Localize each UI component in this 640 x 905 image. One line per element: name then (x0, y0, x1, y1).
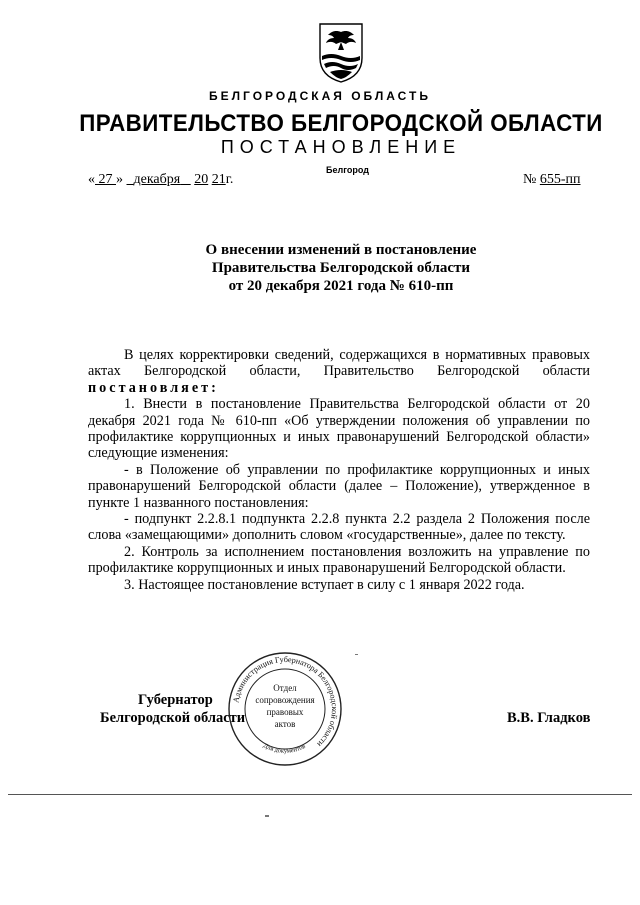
body-paragraph-3: - в Положение об управлении по профилактике коррупционных и иных правонарушений Белгородской области (далее – Положение), утвержденное в пункте 1 названного постановления: (88, 461, 590, 511)
number-value: 655-пп (539, 172, 581, 187)
government-heading: ПРАВИТЕЛЬСТВО БЕЛГОРОДСКОЙ ОБЛАСТИ (79, 110, 603, 137)
date-year-suffix-g: г. (225, 172, 234, 187)
title-line-2: Правительства Белгородской области (211, 260, 471, 276)
body-paragraph-5: 2. Контроль за исполнением постановления возложить на управление по профилактике коррупционных и иных правонарушений Белгородской области. (88, 543, 590, 577)
stamp-inner-line-1: Отдел (273, 683, 297, 693)
stamp-outer-text: Администрация Губернатора Белгородской области (231, 654, 340, 749)
date-year-prefix: 20 (194, 172, 209, 187)
governor-title-line-1: Губернатор (138, 692, 213, 708)
region-heading: БЕЛГОРОДСКАЯ ОБЛАСТЬ (209, 89, 431, 103)
body-paragraph-2: 1. Внести в постановление Правительства Белгородской области от 20 декабря 2021 года № 610-пп «Об утверждении положения об управлении по профилактике коррупционных и иных правонарушений Белгородской области» следующие изменения: (88, 396, 590, 462)
body-paragraph-6: 3. Настоящее постановление вступает в силу с 1 января 2022 года. (124, 576, 525, 593)
city-label: Белгород (326, 165, 369, 175)
title-line-3: от 20 декабря 2021 года № 610-пп (228, 278, 454, 294)
scan-speck (355, 654, 358, 655)
document-title (0, 241, 640, 295)
coat-of-arms-emblem (316, 22, 366, 84)
stamp-inner-line-3: правовых (266, 707, 304, 717)
stamp-bottom-text: Для документов (261, 742, 307, 755)
date-open-quote: « (88, 172, 95, 187)
date-close-quote: » (116, 172, 123, 187)
date-month: декабря (133, 172, 181, 187)
stamp-inner-line-4: актов (274, 719, 296, 729)
body-paragraph-4: - подпункт 2.2.8.1 подпункта 2.2.8 пункта 2.2 раздела 2 Положения после слова «замещающими» дополнить словом «государственные», далее по тексту. (88, 511, 590, 544)
preamble-text: В целях корректировки сведений, содержащихся в нормативных правовых актах Белгородской области, Правительство Белгородской области (88, 347, 590, 380)
resolves-verb: постановляет: (88, 379, 219, 396)
scan-speck (265, 815, 269, 817)
body-paragraph-1 (88, 347, 590, 396)
stamp-inner-line-2: сопровождения (255, 695, 315, 705)
date-day: 27 (98, 172, 113, 187)
title-line-1: О внесении изменений в постановление (205, 242, 477, 258)
document-type-heading: ПОСТАНОВЛЕНИЕ (220, 137, 462, 157)
number-prefix: № (523, 172, 537, 187)
document-body (88, 347, 590, 593)
page-divider (8, 794, 632, 795)
document-date (88, 172, 233, 188)
official-stamp (226, 650, 344, 768)
signer-name: В.В. Гладков (507, 710, 591, 726)
governor-title-line-2: Белгородской области (100, 710, 246, 726)
document-number (523, 172, 581, 188)
date-year-suffix: 21 (211, 172, 226, 187)
